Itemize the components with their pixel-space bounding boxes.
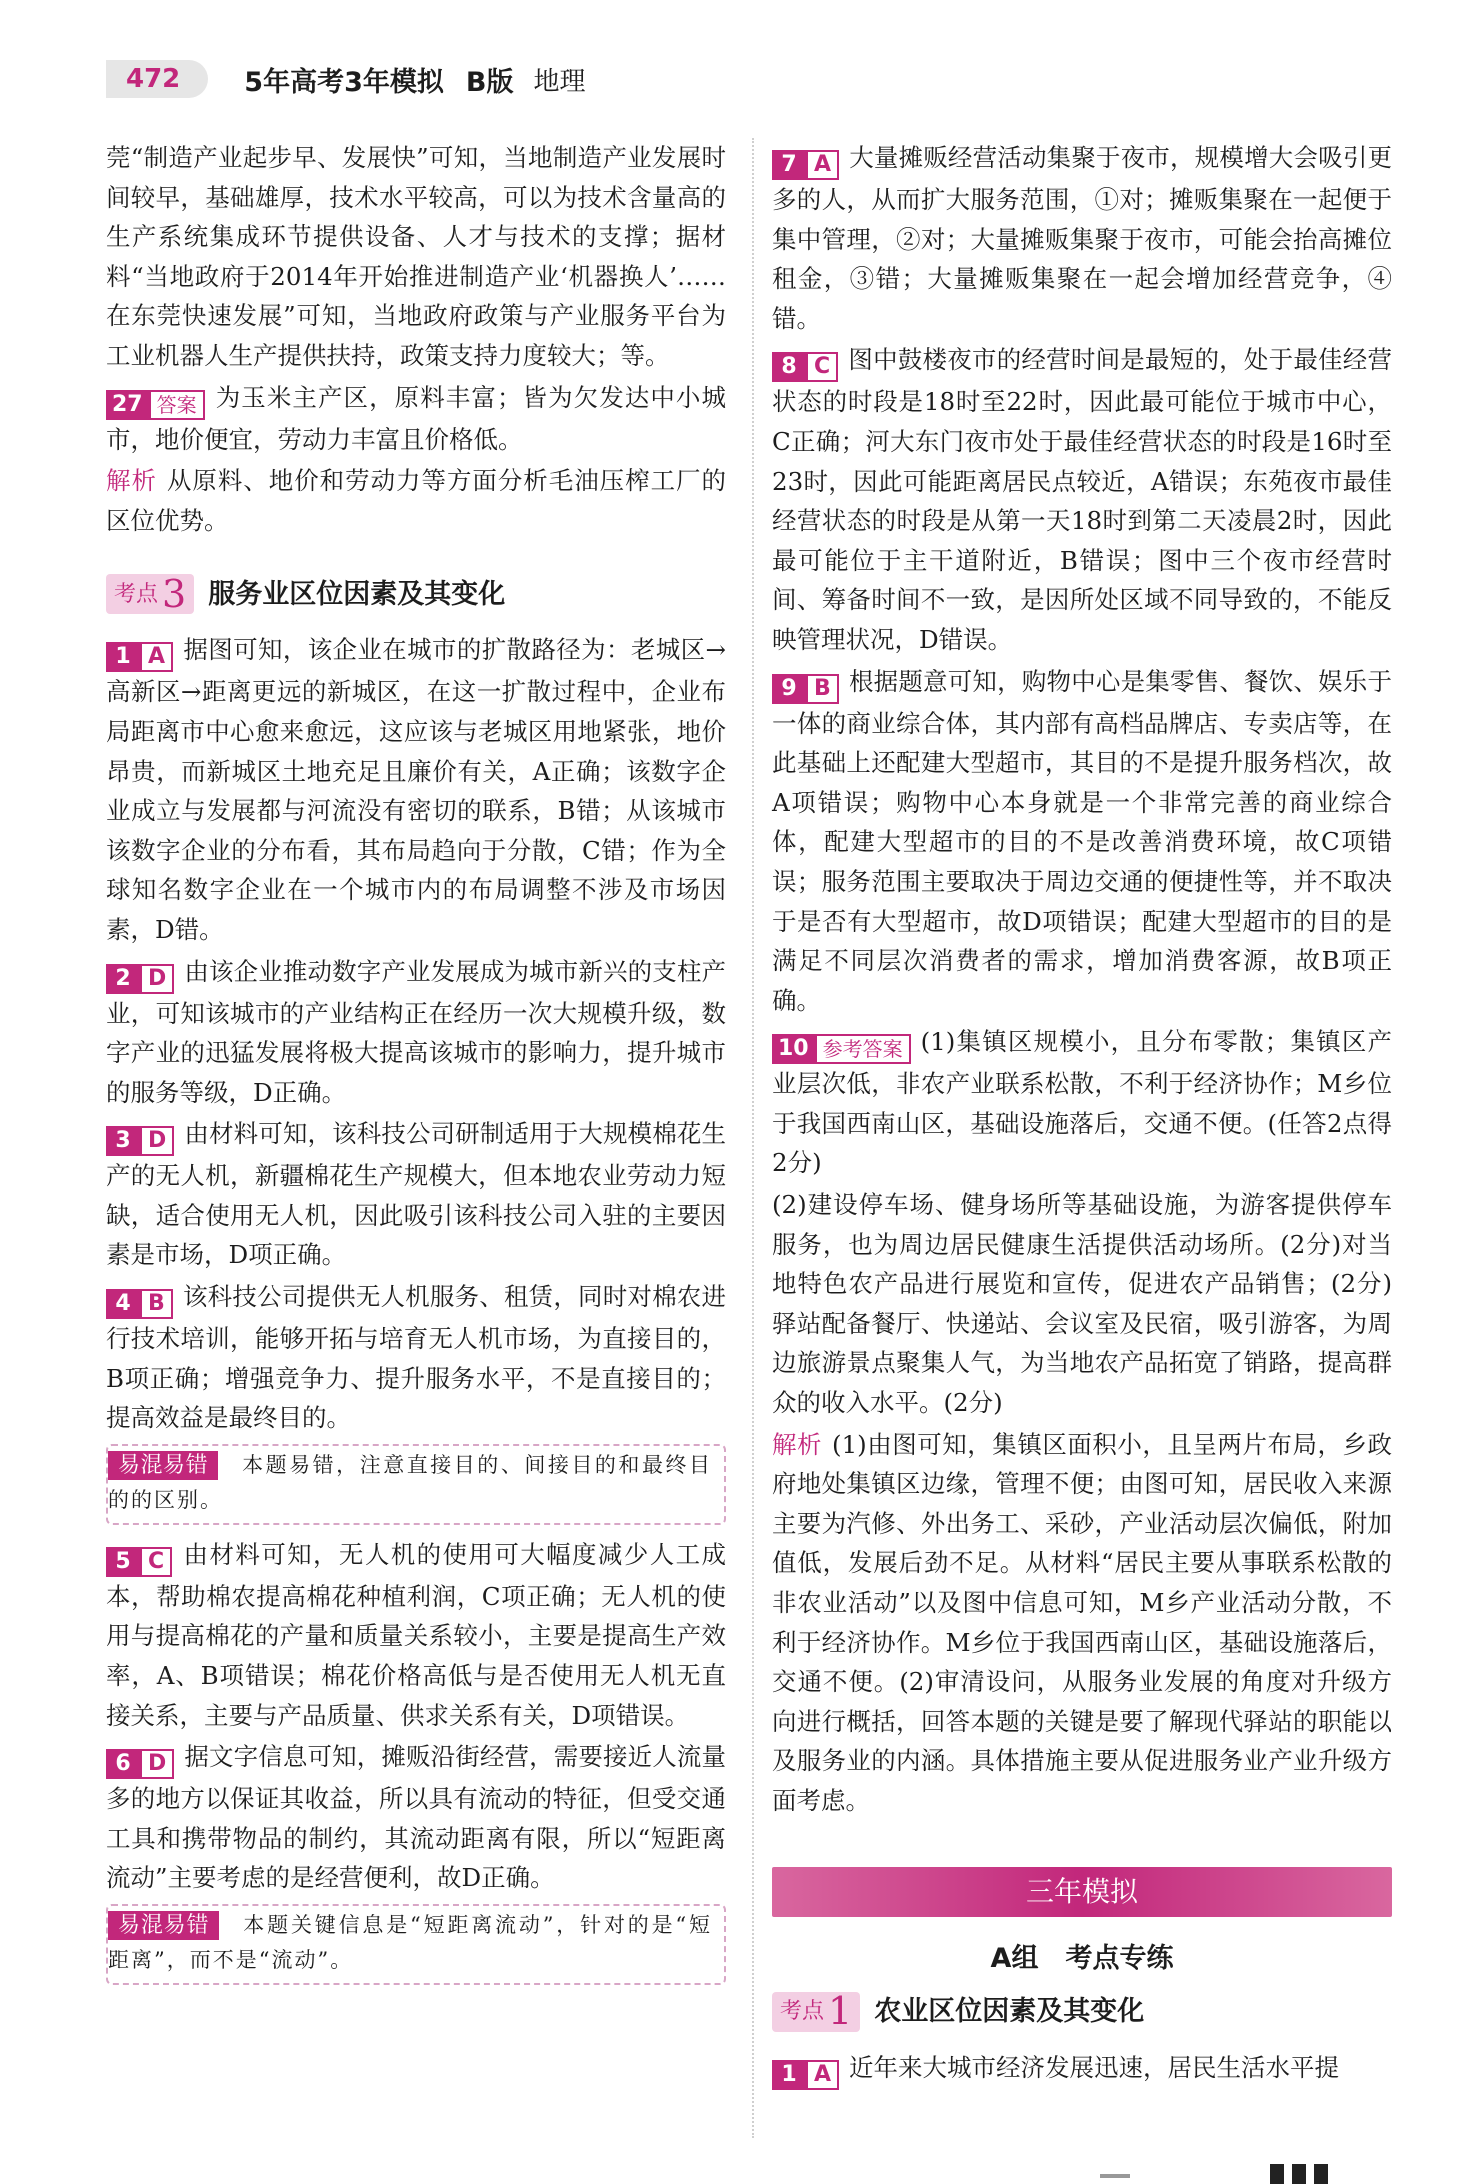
answer-27: 27 答案 为玉米主产区，原料丰富；皆为欠发达中小城市，地价便宜，劳动力丰富且价格低。 bbox=[106, 382, 726, 454]
mistake-note-1: 易混易错 本题易错，注意直接目的、间接目的和最终目的的区别。 bbox=[106, 1444, 726, 1525]
intro-paragraph: 莞“制造产业起步早、发展快”可知，当地制造产业发展时间较早，基础雄厚，技术水平较高，可以为技术含量高的生产系统集成环节提供设备、人才与技术的支撑；据材料“当地政府于2014年开始推进制造产业‘机器换人’……在东莞快速发展”可知，当地政府政策与产业服务平台为工业机器人生产提供扶持，政策支持力度较大；等。 bbox=[106, 143, 726, 370]
answer-3: 3 D 由材料可知，该科技公司研制适用于大规模棉花生产的无人机，新疆棉花生产规模大，但本地农业劳动力短缺，适合使用无人机，因此吸引该科技公司入驻的主要因素是市场，D项正确。 bbox=[106, 1119, 726, 1270]
answer-1b: 1 A 近年来大城市经济发展迅速，居民生活水平提 bbox=[772, 2048, 1392, 2090]
left-column bbox=[106, 138, 726, 1995]
section-badge: 考点 3 bbox=[106, 574, 194, 614]
section-title: 服务业区位因素及其变化 bbox=[208, 578, 506, 610]
mistake-note-2: 易混易错 本题关键信息是“短距离流动”，针对的是“短距离”，而不是“流动”。 bbox=[106, 1904, 726, 1985]
book-title: 5年高考3年模拟 bbox=[244, 66, 444, 98]
note-label: 易混易错 bbox=[108, 1451, 218, 1480]
section-heading-3 bbox=[106, 570, 726, 618]
answer-1: 1 A 据图可知，该企业在城市的扩散路径为：老城区→高新区→距离更远的新城区，在这一扩散过程中，企业布局距离市中心愈来愈远，这应该与老城区用地紧张，地价昂贵，而新城区土地充足且廉价有关，A正确；该数字企业成立与发展都与河流没有密切的联系，B错；从该城市该数字企业的分布看，其布局趋向于分散，C错；作为全球知名数字企业在一个城市内的布局调整不涉及市场因素，D错。 bbox=[106, 635, 726, 944]
page-header bbox=[106, 56, 585, 102]
group-title: A组 考点专练 bbox=[990, 1942, 1174, 1974]
answer-8: 8 C 图中鼓楼夜市的经营时间是最短的，处于最佳经营状态的时段是18时至22时，因此最可能位于城市中心，C正确；河大东门夜市处于最佳经营状态的时段是16时至23时，因此可能距离居民点较近，A错误；东苑夜市最佳经营状态的时段是从第一天18时到第二天凌晨2时，因此最可能位于主干道附近，B错误；图中三个夜市经营时间、筹备时间不一致，是因所处区域不同导致的，不能反映管理状况，D错误。 bbox=[772, 345, 1392, 654]
answer-tag: 27 答案 bbox=[106, 390, 205, 420]
answer-9: 9 B 根据题意可知，购物中心是集零售、餐饮、娱乐于一体的商业综合体，其内部有高档品牌店、专卖店等，在此基础上还配建大型超市，其目的不是提升服务档次，故A项错误；购物中心本身就是一个非常完善的商业综合体，配建大型超市的目的不是改善消费环境，故C项错误；服务范围主要取决于周边交通的便捷性等，并不取决于是否有大型超市，故D项错误；配建大型超市的目的是满足不同层次消费者的需求，增加消费客源，故B项正确。 bbox=[772, 666, 1392, 1015]
analysis-27: 解析 从原料、地价和劳动力等方面分析毛油压榨工厂的区位优势。 bbox=[106, 466, 727, 535]
answer-6: 6 D 据文字信息可知，摊贩沿街经营，需要接近人流量多的地方以保证其收益，所以具有流动的特征，但受交通工具和携带物品的制约，其流动距离有限，所以“短距离流动”主要考虑的是经营便利，故D正确。 bbox=[106, 1742, 726, 1893]
answer-10: 10 参考答案 (1)集镇区规模小，且分布零散；集镇区产业层次低，非农产业联系松散，不利于经济协作；M乡位于我国西南山区，基础设施落后，交通不便。(任答2点得2分) bbox=[772, 1027, 1392, 1178]
footer-decoration bbox=[1100, 2160, 1350, 2184]
answer-7: 7 A 大量摊贩经营活动集聚于夜市，规模增大会吸引更多的人，从而扩大服务范围，①对；摊贩集聚在一起便于集中管理，②对；大量摊贩集聚于夜市，可能会抬高摊位租金，③错；大量摊贩集聚在一起会增加经营竞争，④错。 bbox=[772, 143, 1392, 333]
section-heading-1 bbox=[772, 1988, 1392, 2036]
answer-5: 5 C 由材料可知，无人机的使用可大幅度减少人工成本，帮助棉农提高棉花种植利润，C项正确；无人机的使用与提高棉花的产量和质量关系较小，主要是提高生产效率，A、B项错误；棉花价格高低与是否使用无人机无直接关系，主要与产品质量、供求关系有关，D项错误。 bbox=[106, 1539, 726, 1730]
note-label: 易混易错 bbox=[108, 1911, 219, 1940]
analysis-10: 解析 (1)由图可知，集镇区面积小，且呈两片布局，乡政府地处集镇区边缘，管理不便；由图可知，居民收入来源主要为汽修、外出务工、采砂，产业活动层次偏低，附加值低，发展后劲不足。从材料“居民主要从事联系松散的非农业活动”以及图中信息可知，M乡产业活动分散，不利于经济协作。M乡位于我国西南山区，基础设施落后，交通不便。(2)审清设问，从服务业发展的角度对升级方向进行概括，回答本题的关键是要了解现代驿站的职能以及服务业的内涵。具体措施主要从促进服务业产业升级方面考虑。 bbox=[772, 1429, 1393, 1815]
subject-label: 地理 bbox=[533, 66, 586, 97]
answer-10-part2: (2)建设停车场、健身场所等基础设施，为游客提供停车服务，也为周边居民健康生活提供活动场所。(2分)对当地特色农产品进行展览和宣传，促进农产品销售；(2分)驿站配备餐厅、快递站、会议室及民宿，吸引游客，为周边旅游景点聚集人气，为当地农产品拓宽了销路，提高群众的收入水平。(2分) bbox=[772, 1190, 1392, 1418]
answer-4: 4 B 该科技公司提供无人机服务、租赁，同时对棉农进行技术培训，能够开拓与培育无人机市场，为直接目的，B项正确；增强竞争力、提升服务水平，不是直接目的；提高效益是最终目的。 bbox=[106, 1282, 726, 1433]
section-title: 农业区位因素及其变化 bbox=[874, 1996, 1145, 2028]
right-column bbox=[772, 138, 1392, 2092]
page-number: 472 bbox=[106, 60, 208, 98]
section-badge: 考点 1 bbox=[772, 1992, 860, 2032]
edition-label: B版 bbox=[465, 66, 514, 98]
three-year-banner: 三年模拟 bbox=[772, 1867, 1392, 1917]
column-divider bbox=[752, 138, 754, 2138]
answer-2: 2 D 由该企业推动数字产业发展成为城市新兴的支柱产业，可知该城市的产业结构正在经历一次大规模升级，数字产业的迅猛发展将极大提高该城市的影响力，提升城市的服务等级，D正确。 bbox=[106, 956, 726, 1107]
